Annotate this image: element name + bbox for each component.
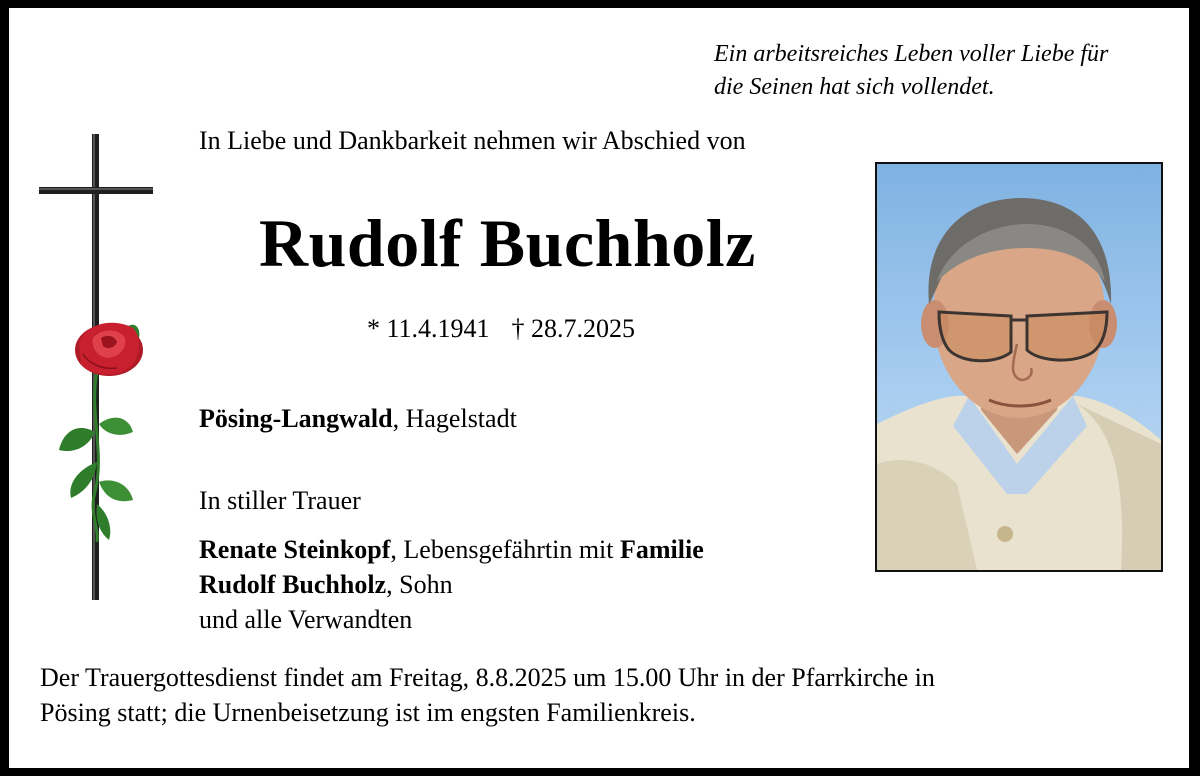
life-dates [367, 314, 635, 344]
mourner-name-2: Rudolf Buchholz [199, 570, 387, 599]
motto-line-1: Ein arbeitsreiches Leben voller Liebe für [714, 41, 1109, 67]
portrait-photo [875, 162, 1163, 572]
cross-rose-icon [37, 132, 157, 602]
mourner-name-1: Renate Steinkopf [199, 535, 391, 564]
motto-line-2: die Seinen hat sich vollendet. [714, 74, 995, 100]
mourning-heading: In stiller Trauer [199, 486, 361, 515]
residence [199, 404, 517, 434]
mourner-line-3: und alle Verwandten [199, 605, 413, 634]
service-notice [40, 660, 935, 730]
mourners-list [199, 532, 704, 637]
death-date: † 28.7.2025 [511, 314, 636, 343]
mourner-relation-2: , Sohn [386, 570, 453, 599]
residence-secondary: , Hagelstadt [392, 404, 517, 433]
mourner-family: Familie [620, 535, 704, 564]
motto-quote [714, 38, 1108, 104]
intro-text: In Liebe und Dankbarkeit nehmen wir Abschied von [199, 126, 746, 155]
service-line-1: Der Trauergottesdienst findet am Freitag, 8.8.2025 um 15.00 Uhr in der Pfarrkirche in [40, 663, 935, 692]
service-line-2: Pösing statt; die Urnenbeisetzung ist im engsten Familienkreis. [40, 698, 696, 727]
mourner-line-2 [199, 567, 704, 602]
residence-primary: Pösing-Langwald [199, 404, 393, 433]
deceased-name: Rudolf Buchholz [259, 205, 756, 281]
mourner-line-1 [199, 532, 704, 567]
obituary-card [9, 8, 1189, 768]
birth-date: * 11.4.1941 [367, 314, 490, 343]
mourner-relation-1: , Lebensgefährtin mit [390, 535, 621, 564]
